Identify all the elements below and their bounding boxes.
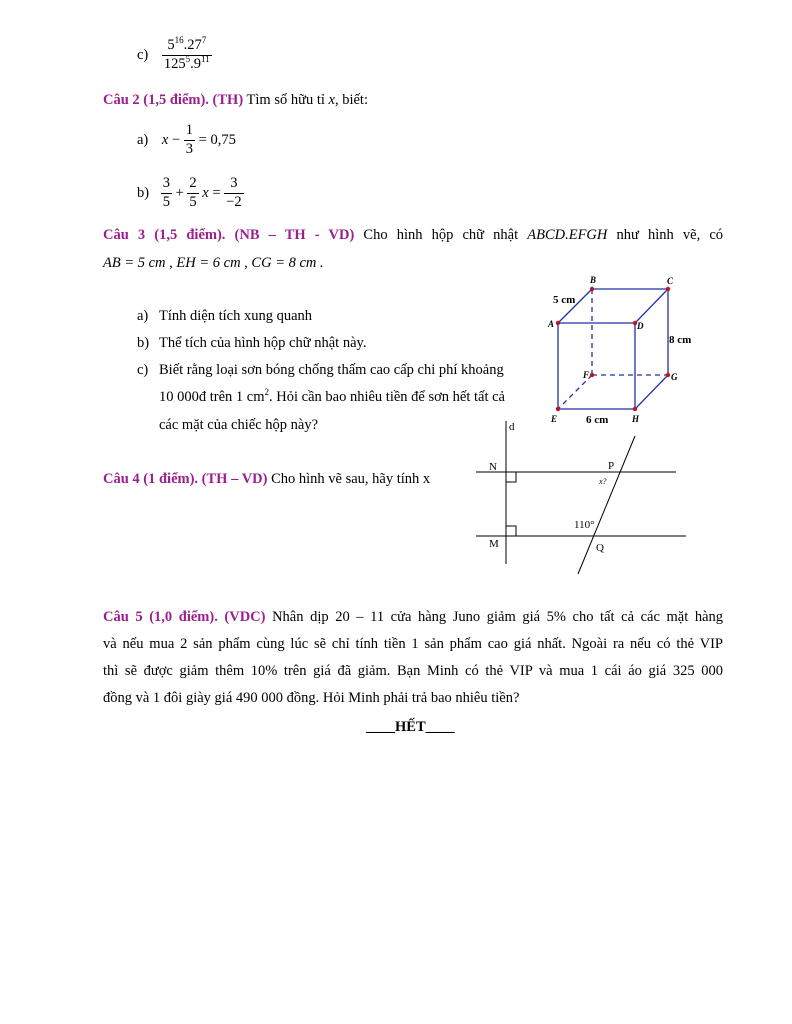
q3a-label: a) xyxy=(137,308,149,324)
label-f: F xyxy=(583,370,590,380)
label-angle-110: 110° xyxy=(574,519,595,531)
label-a: A xyxy=(548,319,555,329)
q3-box-figure xyxy=(540,272,700,427)
q3b-text: Thể tích của hình hộp chữ nhật này. xyxy=(159,335,367,351)
q4-heading: Câu 4 (1 điểm). (TH – VD) xyxy=(103,471,268,487)
q3-box-name: ABCD.EFGH xyxy=(527,227,608,243)
q1c-item xyxy=(137,35,212,73)
end-mark: ____HẾT____ xyxy=(366,719,455,735)
vertex-b xyxy=(590,287,594,291)
q2b-plus: + xyxy=(175,184,184,201)
q5-line-2: và nếu mua 2 sản phẩm cùng lúc sẽ chỉ tính tiền 1 sản phẩm cao giá nhất. Ngoài ra nếu có thẻ VIP xyxy=(103,636,723,652)
q3a-item xyxy=(137,308,312,325)
q2-heading: Câu 2 (1,5 điểm). (TH) xyxy=(103,92,244,108)
q3c-line-2: 10 000đ trên 1 $cm^2$. Hỏi cần bao nhiêu tiền để sơn hết tất cả xyxy=(159,387,505,405)
q2a-rhs: = 0,75 xyxy=(198,131,236,148)
q3b-item xyxy=(137,335,366,352)
q5-line-3: thì sẽ được giảm thêm 10% trên giá đã giảm. Bạn Minh có thẻ VIP và mua 1 cái áo giá 325 000 xyxy=(103,663,723,679)
vertex-a xyxy=(556,321,560,325)
label-m: M xyxy=(489,538,499,550)
edge-hg xyxy=(635,375,668,409)
q2b-x: x xyxy=(202,184,209,201)
edge-dc xyxy=(635,289,668,323)
vertex-e xyxy=(556,407,560,411)
q3-heading-line xyxy=(103,227,723,244)
q2b-fraction-2: $\frac{2}{5}$ xyxy=(189,175,197,210)
label-d: D xyxy=(637,321,644,331)
q3-heading: Câu 3 (1,5 điểm). (NB – TH - VD) xyxy=(103,227,355,243)
q3c-item xyxy=(137,362,504,379)
q3c-label: c) xyxy=(137,362,149,378)
q2a-minus: − xyxy=(171,131,181,148)
q1c-denominator: $125^5.9^{11}$ xyxy=(163,53,210,72)
vertex-g xyxy=(666,373,670,377)
q5-line-1 xyxy=(103,609,723,626)
q2a-fraction: $\frac{1}{3}$ xyxy=(185,122,194,157)
transversal xyxy=(578,436,635,574)
label-g: G xyxy=(671,372,678,382)
q3-text-end: như hình vẽ, có xyxy=(616,227,723,243)
label-c: C xyxy=(667,276,674,286)
q3-dimensions: AB = 5 cm , EH = 6 cm , CG = 8 cm . xyxy=(103,255,324,271)
q2-heading-line xyxy=(103,92,368,109)
q2-text: Tìm số hữu tỉ xyxy=(246,92,325,108)
edge-fe xyxy=(558,375,592,409)
q2b-item xyxy=(137,176,244,211)
q4-line xyxy=(103,471,430,488)
right-angle-n xyxy=(506,472,516,482)
label-d: d xyxy=(509,421,515,433)
q3a-text: Tính diện tích xung quanh xyxy=(159,308,313,324)
vertex-f xyxy=(590,373,594,377)
right-angle-m xyxy=(506,526,516,536)
q1c-label: c) xyxy=(137,46,149,63)
q5-line-4: đồng và 1 đôi giày giá 490 000 đồng. Hỏi Minh phải trả bao nhiêu tiền? xyxy=(103,690,520,706)
q2a-item xyxy=(137,123,236,158)
label-length-eh: 6 cm xyxy=(586,414,609,426)
label-e: E xyxy=(551,414,558,424)
label-p: P xyxy=(608,460,615,472)
q2b-fraction-3: $\frac{3}{-2}$ xyxy=(226,175,242,210)
q2b-label: b) xyxy=(137,184,150,201)
q2a-x: x xyxy=(161,131,169,148)
label-length-cg: 8 cm xyxy=(669,334,692,346)
q3c-line-3: các mặt của chiếc hộp này? xyxy=(159,417,319,433)
q5-heading: Câu 5 (1,0 điểm). (VDC) xyxy=(103,609,266,625)
q2-variable: x xyxy=(328,92,335,108)
q1c-fraction xyxy=(162,35,212,73)
q2a-label: a) xyxy=(137,131,149,148)
q3-text: Cho hình hộp chữ nhật xyxy=(363,227,519,243)
q2b-fraction-1: $\frac{3}{5}$ xyxy=(162,175,170,210)
q2-text-end: , biết: xyxy=(334,92,368,108)
vertex-h xyxy=(633,407,637,411)
label-x: x? xyxy=(599,477,607,486)
vertex-c xyxy=(666,287,670,291)
q4-text: Cho hình vẽ sau, hãy tính x xyxy=(271,471,431,487)
label-q: Q xyxy=(596,542,604,554)
label-h: H xyxy=(632,414,640,424)
q2b-equals: = xyxy=(212,184,221,201)
q4-figure xyxy=(470,418,695,576)
q3b-label: b) xyxy=(137,335,150,351)
q1c-numerator: $5^{16}.27^7$ xyxy=(167,35,207,53)
label-n: N xyxy=(489,461,497,473)
label-length-ab: 5 cm xyxy=(553,294,576,306)
q5-text-1: Nhân dịp 20 – 11 cửa hàng Juno giảm giá 5% cho tất cả các mặt hàng xyxy=(272,609,724,625)
label-b: B xyxy=(590,275,597,285)
q3c-text-1: Biết rằng loại sơn bóng chống thấm cao cấp chi phí khoảng xyxy=(159,362,504,378)
